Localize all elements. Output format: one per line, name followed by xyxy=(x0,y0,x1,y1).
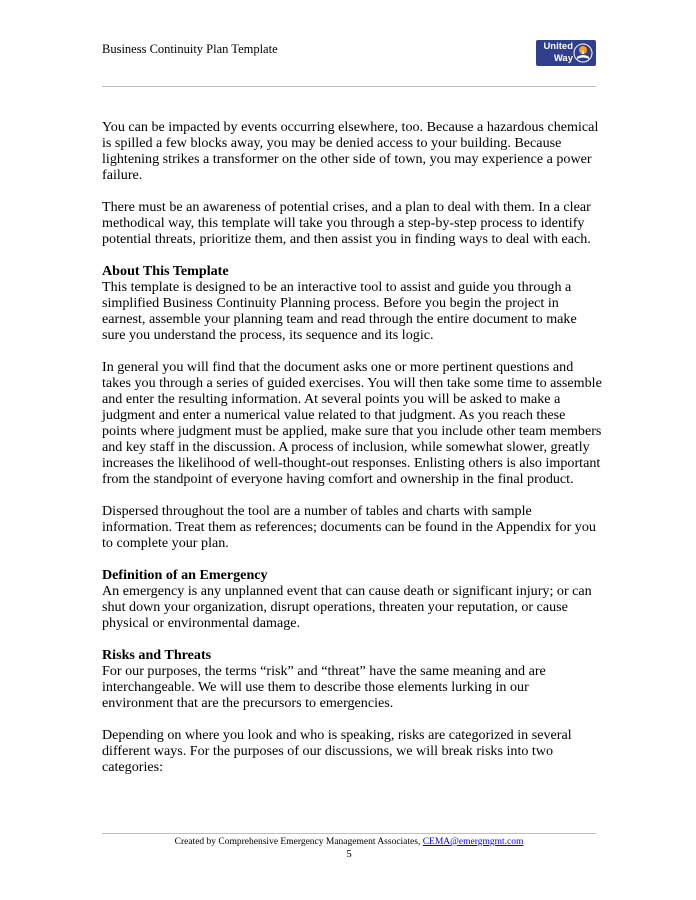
body-paragraph: An emergency is any unplanned event that can cause death or significant injury; or can shut down your organization, disrupt operations, threaten your reputation, or cause physical or environmental damage. xyxy=(102,583,592,631)
section-heading: Definition of an Emergency xyxy=(102,567,268,583)
body-paragraph: Depending on where you look and who is speaking, risks are categorized in several different ways. For the purposes of our discussions, we will break risks into two categories: xyxy=(102,727,572,775)
body-paragraph: In general you will find that the document asks one or more pertinent questions and takes you through a series of guided exercises. You will then take some time to assemble and enter the resulting information. At several points you will be asked to make a judgment and enter a numerical value related to that judgment. As you reach these points where judgment must be applied, make sure that you include other team members and key staff in the discussion. A process of inclusion, while somewhat slower, greatly increases the likelihood of well-thought-out responses. Enlisting others is also important from the standpoint of everyone having comfort and ownership in the final product. xyxy=(102,359,602,487)
united-way-hand-icon xyxy=(573,43,593,63)
about-section xyxy=(102,263,602,551)
header-divider xyxy=(102,86,596,87)
body-paragraph: This template is designed to be an interactive tool to assist and guide you through a simplified Business Continuity Planning process. Before you begin the project in earnest, assemble your planning team and read through the entire document to make sure you understand the process, its sequence and its logic. xyxy=(102,279,577,343)
footer-credit: Created by Comprehensive Emergency Management Associates, xyxy=(174,837,423,847)
page-header xyxy=(102,40,596,88)
united-way-logo xyxy=(536,40,596,66)
footer-divider xyxy=(102,833,596,834)
logo-text: United Way xyxy=(543,41,573,64)
page-number: 5 xyxy=(346,848,352,860)
section-heading: About This Template xyxy=(102,263,229,279)
footer-email-link[interactable]: CEMA@emergmgmt.com xyxy=(422,837,524,847)
risks-section xyxy=(102,647,602,775)
emergency-section xyxy=(102,567,602,631)
body-paragraph: There must be an awareness of potential crises, and a plan to deal with them. In a clear methodical way, this template will take you through a step-by-step process to identify potential threats, prioritize them, and then assist you in finding ways to deal with each. xyxy=(102,199,591,247)
body-paragraph: Dispersed throughout the tool are a number of tables and charts with sample information. Treat them as references; documents can be found in the Appendix for you to complete your plan. xyxy=(102,503,596,551)
section-heading: Risks and Threats xyxy=(102,647,212,663)
page-footer xyxy=(102,836,596,848)
document-body xyxy=(102,119,602,791)
body-paragraph: For our purposes, the terms “risk” and “threat” have the same meaning and are interchangeable. We will use them to describe those elements lurking in our environment that are the precursors to emergencies. xyxy=(102,663,546,711)
header-title: Business Continuity Plan Template xyxy=(102,42,278,56)
body-paragraph: You can be impacted by events occurring elsewhere, too. Because a hazardous chemical is spilled a few blocks away, you may be denied access to your building. Because lightening strikes a transformer on the other side of town, you may experience a power failure. xyxy=(102,119,599,183)
